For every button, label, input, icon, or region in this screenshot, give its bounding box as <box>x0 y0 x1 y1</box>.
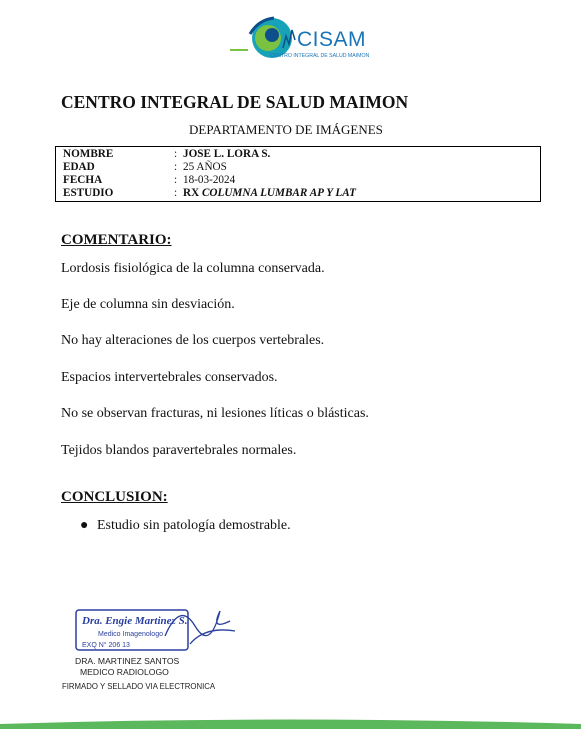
conclusion-item: Estudio sin patología demostrable. <box>97 518 291 533</box>
comment-line: Eje de columna sin desviación. <box>61 297 235 312</box>
stamp-name: Dra. Engie Martinez S. <box>82 615 188 627</box>
logo-text: CISAM <box>297 28 367 51</box>
signature-note: FIRMADO Y SELLADO VIA ELECTRONICA <box>62 682 216 691</box>
date-label: FECHA <box>63 174 103 186</box>
signature-stamp-icon <box>70 596 240 656</box>
conclusion-heading: CONCLUSION: <box>61 489 168 505</box>
name-value: JOSE L. LORA S. <box>183 148 271 160</box>
separator: : <box>174 187 178 199</box>
separator: : <box>174 161 178 173</box>
study-prefix: RX <box>183 187 200 199</box>
name-label: NOMBRE <box>63 148 114 160</box>
date-value: 18-03-2024 <box>183 174 236 186</box>
logo-subtitle: CENTRO INTEGRAL DE SALUD MAIMON <box>270 53 370 59</box>
comment-heading: COMENTARIO: <box>61 232 172 248</box>
bullet-icon: ● <box>80 518 89 533</box>
stamp-exq: EXQ N° 206 13 <box>82 642 130 649</box>
doctor-name: DRA. MARTINEZ SANTOS <box>75 656 180 666</box>
comment-line: No se observan fracturas, ni lesiones líticas o blásticas. <box>61 406 369 421</box>
separator: : <box>174 148 178 160</box>
comment-line: Espacios intervertebrales conservados. <box>61 370 278 385</box>
department-label: DEPARTAMENTO DE IMÁGENES <box>189 122 383 137</box>
patient-info-box <box>55 146 541 202</box>
age-value: 25 AÑOS <box>183 161 227 173</box>
doctor-title: MEDICO RADIOLOGO <box>80 667 169 677</box>
comment-line: No hay alteraciones de los cuerpos vertebrales. <box>61 333 325 348</box>
comment-line: Tejidos blandos paravertebrales normales. <box>61 443 297 458</box>
footer-bar <box>0 715 581 729</box>
comment-line: Lordosis fisiológica de la columna conservada. <box>61 261 325 276</box>
stamp-title: Medico Imagenologo <box>98 631 163 638</box>
separator: : <box>174 174 178 186</box>
study-value <box>183 187 356 199</box>
age-label: EDAD <box>63 161 95 173</box>
study-name: COLUMNA LUMBAR AP Y LAT <box>201 187 356 199</box>
page-title: CENTRO INTEGRAL DE SALUD MAIMON <box>61 92 409 112</box>
study-label: ESTUDIO <box>63 187 114 199</box>
